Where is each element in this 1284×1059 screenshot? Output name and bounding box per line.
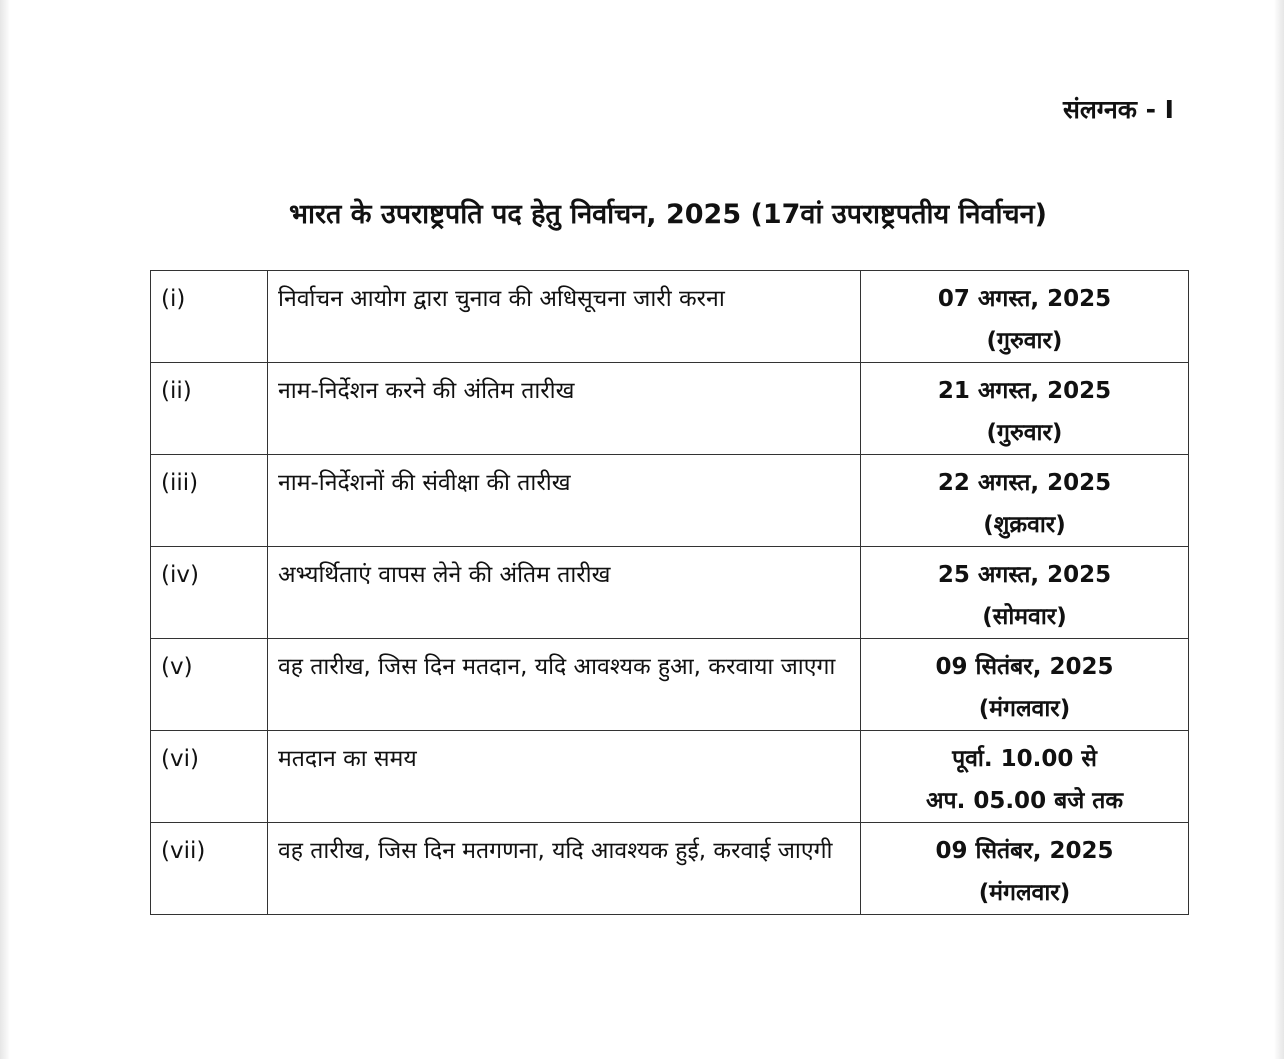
date-line: 21 अगस्त, 2025 xyxy=(937,378,1112,404)
page-edge-right xyxy=(1274,0,1284,1059)
table-row xyxy=(151,731,1189,823)
event-description: वह तारीख, जिस दिन मतदान, यदि आवश्यक हुआ, करवाया जाएगा xyxy=(268,639,861,731)
event-description: नाम-निर्देशन करने की अंतिम तारीख xyxy=(268,363,861,455)
event-date xyxy=(861,363,1189,455)
weekday-line: (गुरुवार) xyxy=(986,420,1063,446)
date-line: 22 अगस्त, 2025 xyxy=(937,470,1112,496)
weekday-line: (मंगलवार) xyxy=(978,696,1071,722)
event-date xyxy=(861,823,1189,915)
table-row xyxy=(151,455,1189,547)
event-description: मतदान का समय xyxy=(268,731,861,823)
serial-number: (ii) xyxy=(151,363,268,455)
event-description: वह तारीख, जिस दिन मतगणना, यदि आवश्यक हुई, करवाई जाएगी xyxy=(268,823,861,915)
serial-number: (v) xyxy=(151,639,268,731)
serial-number: (vi) xyxy=(151,731,268,823)
serial-number: (iii) xyxy=(151,455,268,547)
serial-number: (iv) xyxy=(151,547,268,639)
date-line: 25 अगस्त, 2025 xyxy=(937,562,1112,588)
table-row xyxy=(151,363,1189,455)
weekday-line: (मंगलवार) xyxy=(978,880,1071,906)
event-description: निर्वाचन आयोग द्वारा चुनाव की अधिसूचना जारी करना xyxy=(268,271,861,363)
table-row xyxy=(151,547,1189,639)
annexure-label: संलग्नक - I xyxy=(1062,95,1174,124)
page-title: भारत के उपराष्ट्रपति पद हेतु निर्वाचन, 2025 (17वां उपराष्ट्रपतीय निर्वाचन) xyxy=(289,199,1047,230)
table-row xyxy=(151,639,1189,731)
weekday-line: (शुक्रवार) xyxy=(983,512,1066,538)
event-date xyxy=(861,271,1189,363)
event-date xyxy=(861,547,1189,639)
serial-number: (i) xyxy=(151,271,268,363)
weekday-line: (गुरुवार) xyxy=(986,328,1063,354)
table-row xyxy=(151,823,1189,915)
date-line: 09 सितंबर, 2025 xyxy=(935,654,1114,680)
table-row xyxy=(151,271,1189,363)
page-edge-left xyxy=(0,0,10,1059)
date-line: 07 अगस्त, 2025 xyxy=(937,286,1112,312)
serial-number: (vii) xyxy=(151,823,268,915)
event-date xyxy=(861,639,1189,731)
poll-hours xyxy=(861,731,1189,823)
weekday-line: (सोमवार) xyxy=(982,604,1067,630)
poll-end-time: अप. 05.00 बजे तक xyxy=(925,788,1124,814)
event-date xyxy=(861,455,1189,547)
event-description: अभ्यर्थिताएं वापस लेने की अंतिम तारीख xyxy=(268,547,861,639)
date-line: 09 सितंबर, 2025 xyxy=(935,838,1114,864)
election-schedule-table xyxy=(150,270,1189,915)
poll-start-time: पूर्वा. 10.00 से xyxy=(952,746,1097,772)
event-description: नाम-निर्देशनों की संवीक्षा की तारीख xyxy=(268,455,861,547)
